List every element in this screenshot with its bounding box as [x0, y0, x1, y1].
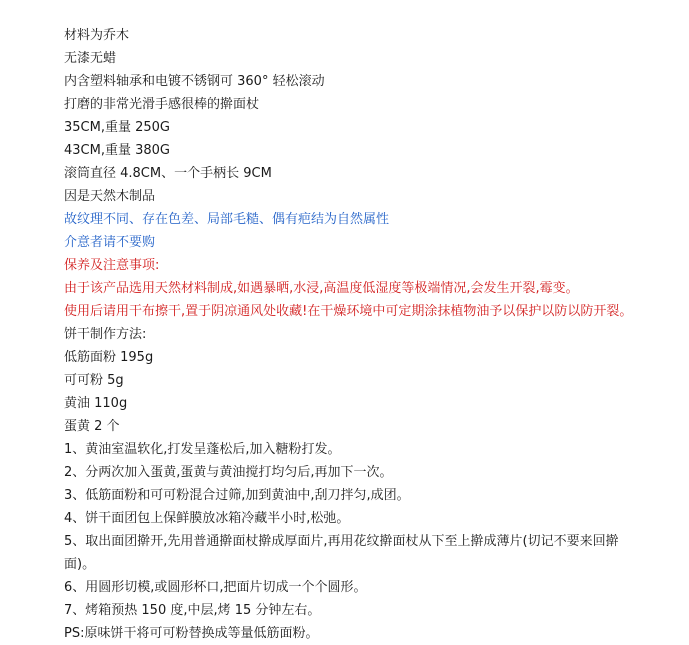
- recipe-step-6: 6、用圆形切模,或圆形杯口,把面片切成一个个圆形。: [64, 580, 367, 595]
- ingredient-yolk: 蛋黄 2 个: [64, 419, 120, 434]
- ingredient-butter: 黄油 110g: [64, 396, 128, 411]
- care-instructions: 使用后请用干布擦干,置于阴凉通风处收藏!在干燥环境中可定期涂抹植物油予以保护以防以防开裂。: [64, 304, 633, 319]
- finish-line: 无漆无蜡: [64, 51, 117, 66]
- recipe-step-1: 1、黄油室温软化,打发呈蓬松后,加入糖粉打发。: [64, 442, 341, 457]
- bearing-line: 内含塑料轴承和电镀不锈钢可 360° 轻松滚动: [64, 74, 325, 89]
- texture-note: 故纹理不同、存在色差、局部毛糙、偶有疤结为自然属性: [64, 212, 390, 227]
- size-35-line: 35CM,重量 250G: [64, 120, 170, 135]
- ingredient-cocoa: 可可粉 5g: [64, 373, 124, 388]
- care-warning: 由于该产品选用天然材料制成,如遇暴晒,水浸,高温度低湿度等极端情况,会发生开裂,霉变。: [64, 281, 579, 296]
- product-description: [64, 24, 644, 645]
- recipe-step-7: 7、烤箱预热 150 度,中层,烤 15 分钟左右。: [64, 603, 321, 618]
- natural-wood-line: 因是天然木制品: [64, 189, 156, 204]
- recipe-heading: 饼干制作方法:: [64, 327, 147, 342]
- recipe-ps: PS:原味饼干将可可粉替换成等量低筋面粉。: [64, 626, 319, 641]
- material-line: 材料为乔木: [64, 28, 130, 43]
- recipe-step-4: 4、饼干面团包上保鲜膜放冰箱冷藏半小时,松弛。: [64, 511, 350, 526]
- care-heading: 保养及注意事项:: [64, 258, 160, 273]
- ingredient-flour: 低筋面粉 195g: [64, 350, 154, 365]
- recipe-step-2: 2、分两次加入蛋黄,蛋黄与黄油搅打均匀后,再加下一次。: [64, 465, 393, 480]
- polish-line: 打磨的非常光滑手感很棒的擀面杖: [64, 97, 260, 112]
- size-43-line: 43CM,重量 380G: [64, 143, 170, 158]
- diameter-line: 滚筒直径 4.8CM、一个手柄长 9CM: [64, 166, 272, 181]
- recipe-step-5: 5、取出面团擀开,先用普通擀面杖擀成厚面片,再用花纹擀面杖从下至上擀成薄片(切记不要来回擀面)。: [64, 534, 619, 572]
- recipe-step-3: 3、低筋面粉和可可粉混合过筛,加到黄油中,刮刀拌匀,成团。: [64, 488, 410, 503]
- caution-note: 介意者请不要购: [64, 235, 156, 250]
